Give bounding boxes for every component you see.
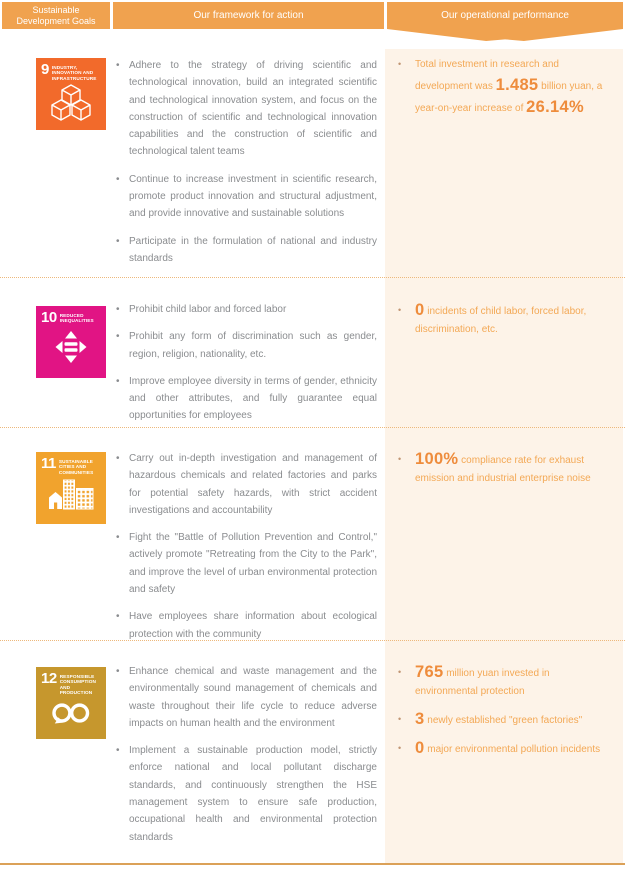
action-item: • Implement a sustainable production model, strictly enforce national and local pollutant discharge standards, and continuously strengthen the HSE management system to ensure safe production, occupational health and environmental protection standards (115, 742, 377, 846)
action-item: • Have employees share information about ecological protection with the community (115, 608, 377, 643)
sdg-9-tile (36, 58, 106, 130)
performance-item: • 765 million yuan invested in environmental protection (395, 663, 613, 701)
action-item: • Fight the "Battle of Pollution Prevention and Control," actively promote "Retreating from the City to the Park", and improve the level of urban environmental protection and safety (115, 529, 377, 598)
sdg-number: 12 (41, 670, 57, 687)
sdg-11-performance-list (395, 450, 613, 497)
sdg-number: 10 (41, 309, 57, 326)
sdg-12-tile (36, 667, 106, 739)
sdg-title: RESPONSIBLE CONSUMPTION AND PRODUCTION (59, 673, 96, 696)
cubes-icon (36, 84, 106, 122)
action-item: • Prohibit child labor and forced labor (115, 301, 377, 318)
header-sustainable-development-goals: Sustainable Development Goals (2, 2, 110, 29)
action-item: • Participate in the formulation of national and industry standards (115, 233, 377, 268)
sdg-title: INDUSTRY, INNOVATION AND INFRASTRUCTURE (51, 64, 97, 81)
sdg-9-actions-list (115, 57, 377, 277)
action-item: • Adhere to the strategy of driving scientific and technological innovation, build an integrated scientific and technological innovation system, and focus on the construction of scientific and technological innovation capabilities and the construction of scientific and technological talent teams (115, 57, 377, 161)
header-framework-for-action: Our framework for action (113, 2, 384, 29)
action-item: • Carry out in-depth investigation and management of hazardous chemicals and related factories and parks for potential safety hazards, with strict accident investigations and accountability (115, 450, 377, 519)
sdg-number: 11 (41, 455, 56, 472)
performance-item: • 3 newly established "green factories" (395, 710, 613, 730)
action-item: • Prohibit any form of discrimination such as gender, region, religion, nationality, etc. (115, 328, 377, 363)
bottom-rule (0, 863, 625, 865)
chevron-down-icon (387, 29, 623, 41)
sdg-12-performance-list (395, 663, 613, 768)
performance-item: • Total investment in research and development was 1.485 billion yuan, a year-on-year increase of 26.14% (395, 54, 613, 119)
performance-item: • 0 major environmental pollution incidents (395, 739, 613, 759)
sdg-10-actions-list (115, 301, 377, 435)
sdg-10-performance-list (395, 301, 613, 348)
dotted-divider (0, 277, 625, 278)
sdg-9-performance-list (395, 54, 613, 128)
sdg-11-actions-list (115, 450, 377, 653)
sdg-12-actions-list (115, 663, 377, 856)
action-item: • Enhance chemical and waste management and the environmentally sound management of chemicals and waste throughout their life cycle to reduce adverse impacts on human health and the environment (115, 663, 377, 732)
header-operational-performance: Our operational performance (387, 2, 623, 29)
city-buildings-icon (36, 478, 106, 510)
sdg-title: SUSTAINABLE CITIES AND COMMUNITIES (58, 458, 94, 475)
infinity-loop-icon (36, 700, 106, 727)
dotted-divider (0, 427, 625, 428)
equality-arrows-icon (36, 326, 106, 368)
performance-item: • 100% compliance rate for exhaust emission and industrial enterprise noise (395, 450, 613, 488)
sdg-11-tile (36, 452, 106, 524)
action-item: • Improve employee diversity in terms of gender, ethnicity and other attributes, and fully guarantee equal opportunities for employees (115, 373, 377, 425)
sdg-title: REDUCED INEQUALITIES (59, 312, 94, 324)
sdg-number: 9 (41, 61, 49, 78)
sdg-10-tile (36, 306, 106, 378)
dotted-divider (0, 640, 625, 641)
action-item: • Continue to increase investment in scientific research, promote product innovation and structural adjustment, and provide innovative and sustainable solutions (115, 171, 377, 223)
performance-item: • 0 incidents of child labor, forced labor, discrimination, etc. (395, 301, 613, 339)
